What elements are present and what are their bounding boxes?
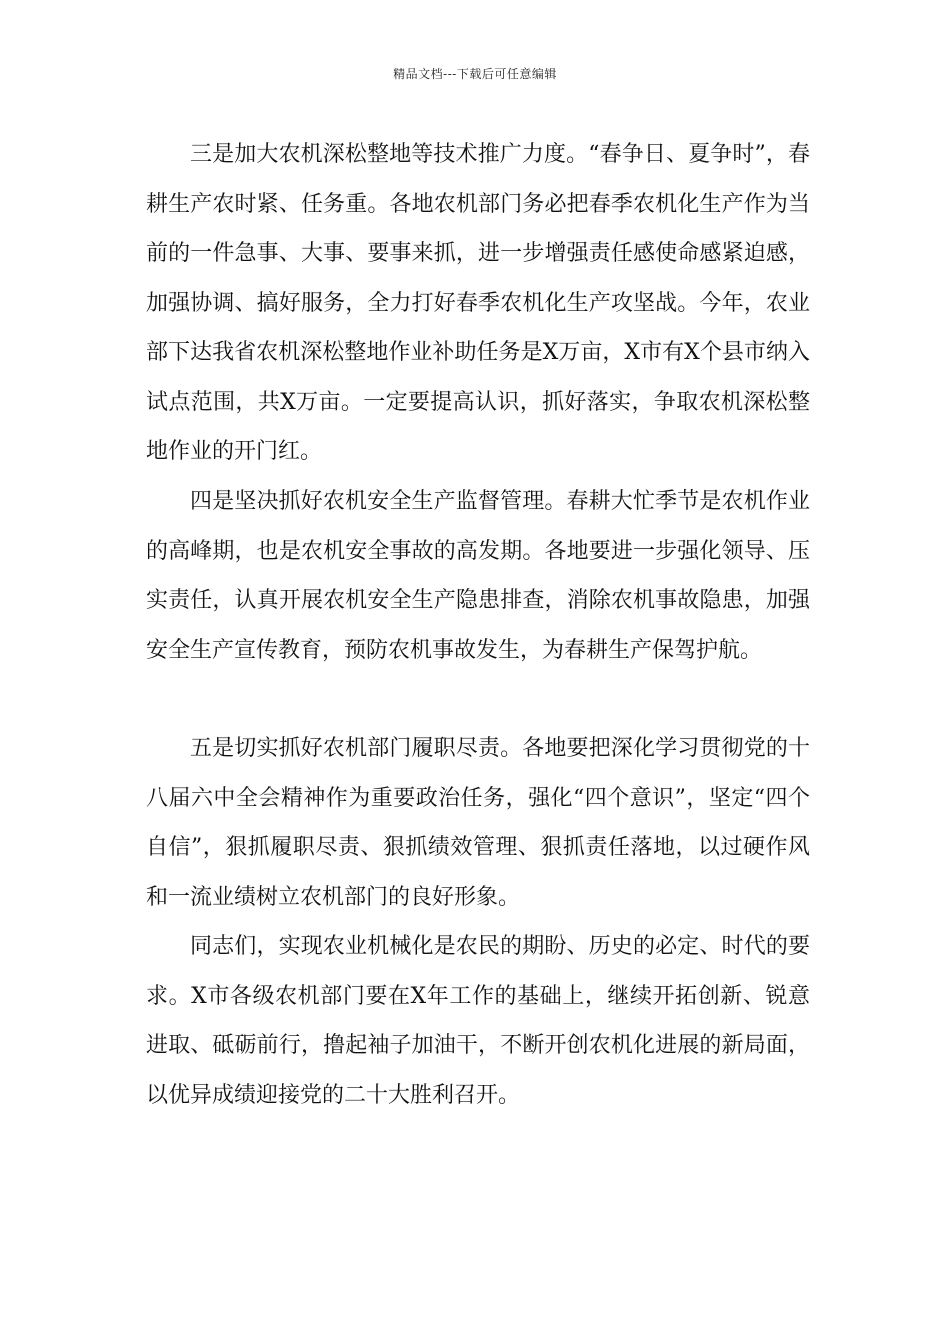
paragraph-1: 三是加大农机深松整地等技术推广力度。“春争日、夏争时”，春耕生产农时紧、任务重。各地农机部门务必把春季农机化生产作为当前的一件急事、大事、要事来抓，进一步增强责任感使命感紧迫感，加强协调、搞好服务，全力打好春季农机化生产攻坚战。今年，农业部下达我省农机深松整地作业补助任务是X万亩，X市有X个县市纳入试点范围，共X万亩。一定要提高认识，抓好落实，争取农机深松整地作业的开门红。 <box>146 142 810 464</box>
paragraph-4: 同志们，实现农业机械化是农民的期盼、历史的必定、时代的要求。X市各级农机部门要在X年工作的基础上，继续开拓创新、锐意进取、砥砺前行，撸起袖子加油干，不断开创农机化进展的新局面，以优异成绩迎接党的二十大胜利召开。 <box>146 934 810 1108</box>
page-header: 精品文档---下载后可任意编辑 <box>393 67 557 81</box>
paragraph-2: 四是坚决抓好农机安全生产监督管理。春耕大忙季节是农机作业的高峰期，也是农机安全事故的高发期。各地要进一步强化领导、压实责任，认真开展农机安全生产隐患排查，消除农机事故隐患，加强安全生产宣传教育，预防农机事故发生，为春耕生产保驾护航。 <box>146 489 810 663</box>
paragraph-3: 五是切实抓好农机部门履职尽责。各地要把深化学习贯彻党的十八届六中全会精神作为重要政治任务，强化“四个意识”，坚定“四个自信”，狠抓履职尽责、狠抓绩效管理、狠抓责任落地，以过硬作风和一流业绩树立农机部门的良好形象。 <box>146 736 810 910</box>
